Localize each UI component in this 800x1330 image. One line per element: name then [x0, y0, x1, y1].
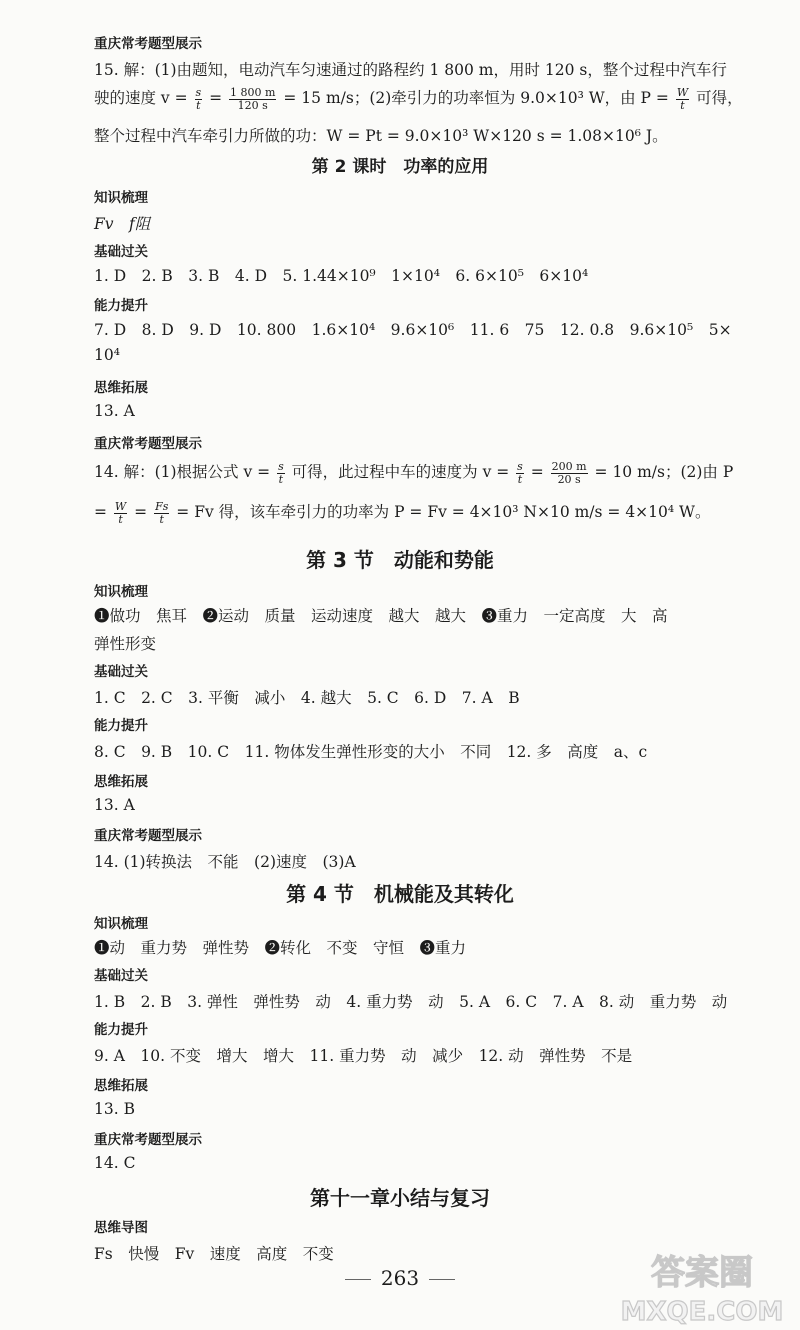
watermark-logo-icon	[612, 1248, 792, 1328]
section-label: 能力提升	[94, 718, 148, 734]
lesson-title: 第 2 课时 功率的应用	[311, 157, 489, 177]
answer-line: 9. A 10. 不变 增大 增大 11. 重力势 动 减少 12. 动 弹性势 不是	[94, 1047, 633, 1065]
section-label: 重庆常考题型展示	[94, 828, 202, 844]
answer-line: 10⁴	[94, 346, 120, 364]
answer-line: ❶动 重力势 弹性势 ❷转化 不变 守恒 ❸重力	[94, 939, 467, 957]
section-label: 思维拓展	[94, 774, 148, 790]
fraction: $\frac{W}{t}$	[114, 499, 127, 526]
answer-line: 弹性形变	[94, 635, 157, 653]
watermark-top-text: 答案圈	[651, 1253, 753, 1293]
answer-line: Fv f阻	[94, 215, 151, 233]
answer-line: Fs 快慢 Fv 速度 高度 不变	[94, 1245, 334, 1263]
fraction: $\frac{W}{t}$	[676, 85, 689, 112]
section-label: 基础过关	[94, 968, 148, 984]
answer-line: 14. (1)转换法 不能 (2)速度 (3)A	[94, 853, 356, 871]
answer-line: 15. 解：(1)由题知，电动汽车匀速通过的路程约 1 800 m，用时 120 s，整个过程中汽车行	[94, 61, 727, 79]
section-label: 知识梳理	[94, 190, 148, 206]
section-label: 知识梳理	[94, 584, 148, 600]
section-title: 第 3 节 动能和势能	[306, 548, 494, 572]
answer-line: 8. C 9. B 10. C 11. 物体发生弹性形变的大小 不同 12. 多 高度 a、c	[94, 743, 648, 761]
chapter-summary-title: 第十一章小结与复习	[310, 1186, 490, 1210]
fraction: $\frac{200 m}{20 s}$	[551, 459, 587, 486]
section-label: 重庆常考题型展示	[94, 1132, 202, 1148]
section-label: 重庆常考题型展示	[94, 36, 202, 52]
section-label: 思维导图	[94, 1220, 148, 1236]
watermark-bottom-text: MXQE.COM	[620, 1297, 784, 1327]
answer-line: 13. B	[94, 1100, 135, 1118]
answer-line: 13. A	[94, 796, 135, 814]
section-label: 思维拓展	[94, 1078, 148, 1094]
answer-line: = $\frac{W}{t}$ = $\frac{Fs}{t}$ = Fv 得，该车牵引力的功率为 P = Fv = 4×10³ N×10 m/s = 4×10⁴ W。	[94, 499, 711, 526]
answer-line: 14. C	[94, 1154, 136, 1172]
answer-line: 1. D 2. B 3. B 4. D 5. 1.44×10⁹ 1×10⁴ 6. 6×10⁵ 6×10⁴	[94, 267, 589, 285]
answer-line: ❶做功 焦耳 ❷运动 质量 运动速度 越大 越大 ❸重力 一定高度 大 高	[94, 607, 668, 625]
answer-line: 13. A	[94, 402, 135, 420]
answer-line: 14. 解：(1)根据公式 v = $\frac{s}{t}$ 可得，此过程中车的速度为 v = $\frac{s}{t}$ = $\frac{200 m}{20 s}$ = 10 m/s；(2)由 P	[94, 459, 734, 486]
divider	[345, 1279, 371, 1280]
answer-line: 1. B 2. B 3. 弹性 弹性势 动 4. 重力势 动 5. A 6. C 7. A 8. 动 重力势 动	[94, 993, 728, 1011]
section-label: 思维拓展	[94, 380, 148, 396]
answer-line: 1. C 2. C 3. 平衡 减小 4. 越大 5. C 6. D 7. A B	[94, 689, 520, 707]
section-label: 能力提升	[94, 298, 148, 314]
page-number: 263	[0, 1266, 800, 1290]
divider	[429, 1279, 455, 1280]
answer-line: 整个过程中汽车牵引力所做的功：W = Pt = 9.0×10³ W×120 s = 1.08×10⁶ J。	[94, 127, 668, 145]
answer-line: 7. D 8. D 9. D 10. 800 1.6×10⁴ 9.6×10⁶ 11. 6 75 12. 0.8 9.6×10⁵ 5×	[94, 321, 732, 339]
section-label: 能力提升	[94, 1022, 148, 1038]
fraction: $\frac{1 800 m}{120 s}$	[230, 85, 276, 112]
fraction: $\frac{s}{t}$	[278, 459, 284, 486]
section-label: 基础过关	[94, 664, 148, 680]
fraction: $\frac{s}{t}$	[195, 85, 202, 112]
section-label: 基础过关	[94, 244, 148, 260]
answer-line: 驶的速度 v = $\frac{s}{t}$ = $\frac{1 800 m}{120 s}$ = 15 m/s；(2)牵引力的功率恒为 9.0×10³ W，由 P = $\frac{W}{t}$ 可得，	[94, 85, 743, 112]
section-label: 重庆常考题型展示	[94, 436, 202, 452]
section-label: 知识梳理	[94, 916, 148, 932]
fraction: $\frac{Fs}{t}$	[155, 499, 169, 526]
section-title: 第 4 节 机械能及其转化	[286, 882, 514, 906]
fraction: $\frac{s}{t}$	[517, 459, 523, 486]
